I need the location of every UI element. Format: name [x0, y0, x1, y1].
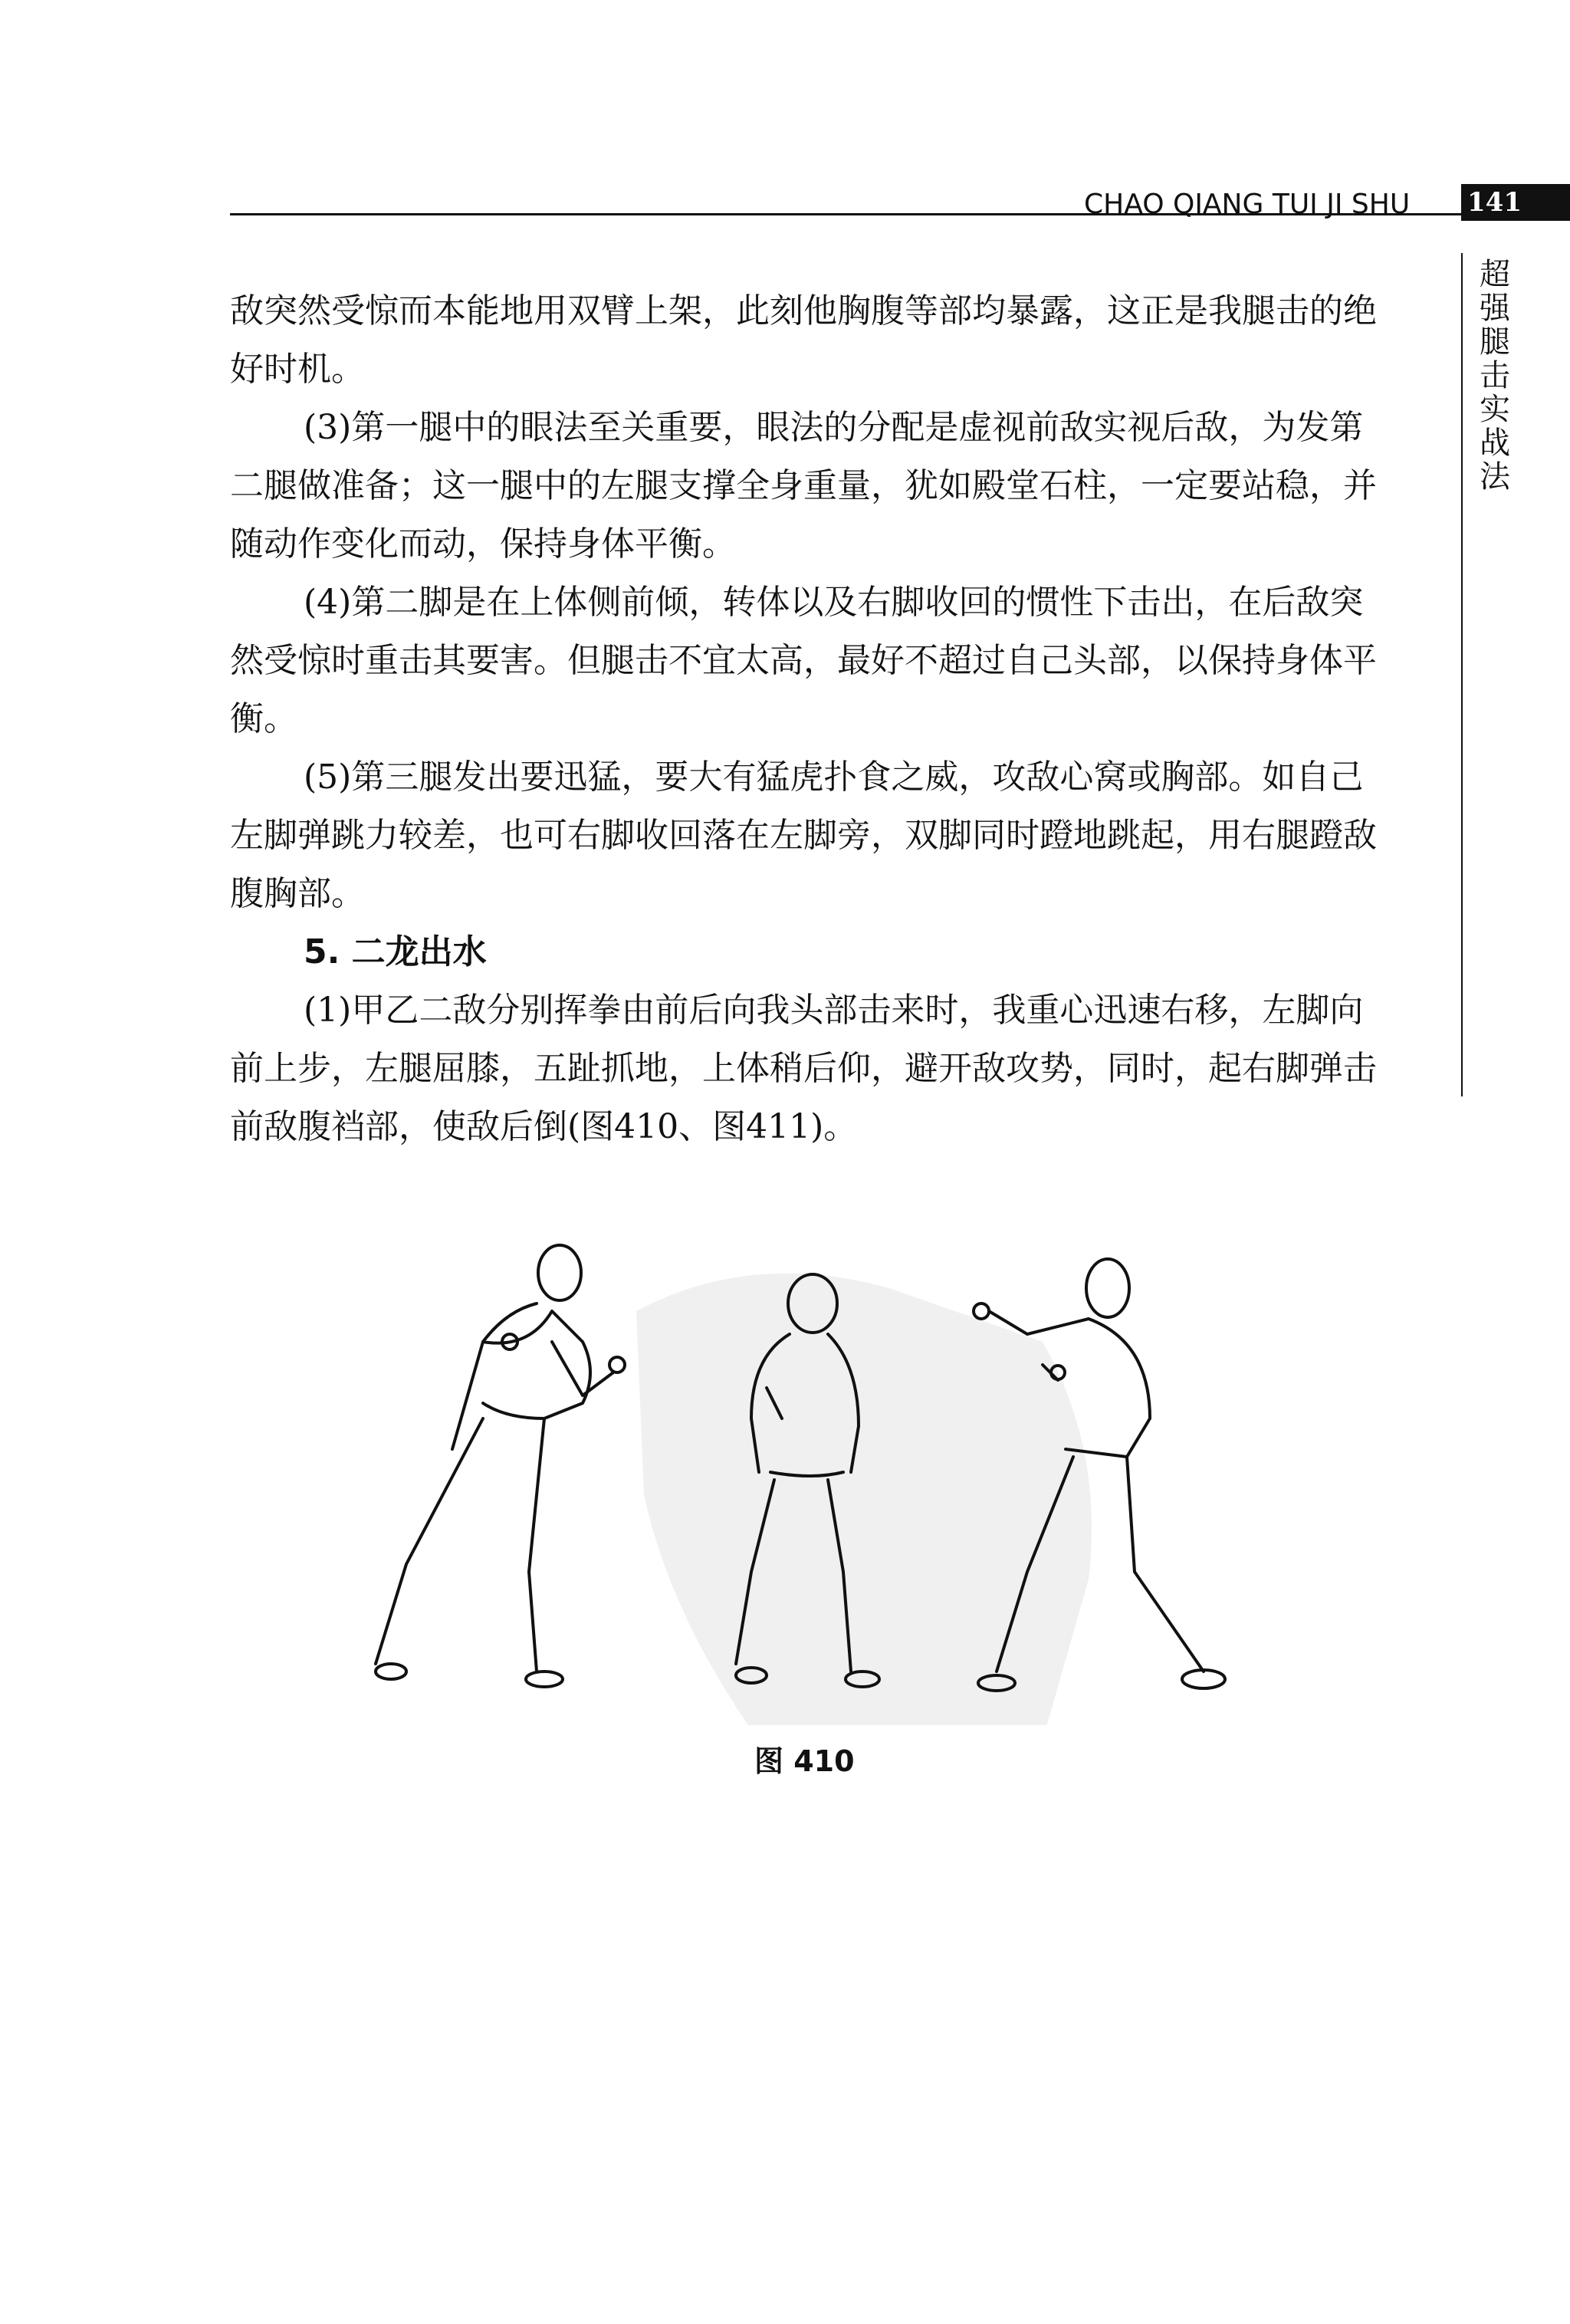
body-text [230, 282, 1389, 1156]
side-book-title: 超强腿击实战法 [1480, 257, 1510, 495]
side-rule [1461, 253, 1463, 1096]
figure-caption: 图 410 [754, 1744, 855, 1778]
section-heading: 5. 二龙出水 [304, 932, 487, 971]
watermark-shape [636, 1274, 1092, 1725]
paragraph-1: 敌突然受惊而本能地用双臂上架，此刻他胸腹等部均暴露，这正是我腿击的绝好时机。 [230, 291, 1377, 389]
figure-410-illustration [353, 1219, 1273, 1725]
paragraph-4: (5)第三腿发出要迅猛，要大有猛虎扑食之威，攻敌心窝或胸部。如自己左脚弹跳力较差，也可右脚收回落在左脚旁，双脚同时蹬地跳起，用右腿蹬敌腹胸部。 [230, 758, 1377, 913]
paragraph-5: (1)甲乙二敌分别挥拳由前后向我头部击来时，我重心迅速右移，左脚向前上步，左腿屈膝，五趾抓地，上体稍后仰，避开敌攻势，同时，起右脚弹击前敌腹裆部，使敌后倒(图410、图411)。 [230, 991, 1377, 1146]
fighter-left [376, 1245, 625, 1687]
page-number-badge: 141 [1461, 184, 1570, 221]
running-header-title: CHAO QIANG TUI JI SHU [1084, 189, 1411, 220]
paragraph-3: (4)第二脚是在上体侧前倾，转体以及右脚收回的惯性下击出，在后敌突然受惊时重击其要害。但腿击不宜太高，最好不超过自己头部，以保持身体平衡。 [230, 583, 1377, 738]
paragraph-2: (3)第一腿中的眼法至关重要，眼法的分配是虚视前敌实视后敌，为发第二腿做准备；这一腿中的左腿支撑全身重量，犹如殿堂石柱，一定要站稳，并随动作变化而动，保持身体平衡。 [230, 408, 1377, 564]
